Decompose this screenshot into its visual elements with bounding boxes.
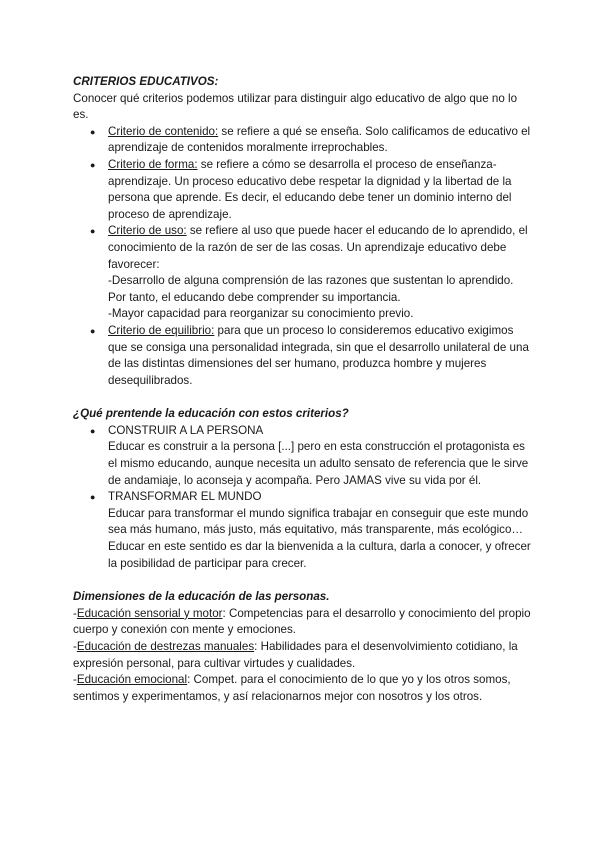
pretende-title: CONSTRUIR A LA PERSONA xyxy=(108,423,264,437)
pretende-list xyxy=(73,423,533,572)
criterio-text: para que un proceso lo consideremos educativo exigimos que se consiga una personalidad integrada, sin que el desarrollo unilateral de una de las distintas dimensiones del ser humano, produzca hombre y mujeres desequilibrados. xyxy=(108,323,529,387)
dimension-text: : Habilidades para el desenvolvimiento cotidiano, la expresión personal, para cultivar virtudes y cualidades. xyxy=(73,640,518,670)
dimension-prefix: - xyxy=(73,606,77,620)
criterio-text: se refiere a qué se enseña. Solo calificamos de educativo el aprendizaje de contenidos moralmente irreprochables. xyxy=(108,124,531,155)
dimension-text: : Competencias para el desarrollo y conocimiento del propio cuerpo y conexión con mente y emociones. xyxy=(73,606,531,637)
dimensiones-heading: Dimensiones de la educación de las personas. xyxy=(73,590,330,604)
dimension-term: Educación sensorial y motor xyxy=(76,606,223,620)
dimension-term: Educación de destrezas manuales xyxy=(76,640,255,653)
pretende-text: Educar para transformar el mundo significa trabajar en conseguir que este mundo sea más humano, más justo, más equitativo, más transparente, más ecológico… xyxy=(108,506,529,537)
dimension-item xyxy=(73,606,533,639)
section-gap xyxy=(73,389,533,406)
criterios-intro: Conocer qué criterios podemos utilizar para distinguir algo educativo de algo que no lo es. xyxy=(73,91,518,122)
criterios-heading: CRITERIOS EDUCATIVOS: xyxy=(73,75,219,88)
dimension-prefix: - xyxy=(73,640,77,653)
document-content xyxy=(73,74,533,705)
bullet-icon: ● xyxy=(90,226,96,237)
pretende-heading: ¿Qué prentende la educación con estos criterios? xyxy=(73,407,349,421)
criterio-term: Criterio de uso: xyxy=(108,224,187,238)
bullet-icon: ● xyxy=(90,492,96,503)
bullet-icon: ● xyxy=(90,425,96,436)
section-gap xyxy=(73,572,533,589)
criterios-list xyxy=(73,124,533,390)
list-item xyxy=(73,223,533,323)
criterio-extra: -Mayor capacidad para reorganizar su conocimiento previo. xyxy=(108,307,414,321)
list-item xyxy=(73,124,533,157)
pretende-text: Educar en este sentido es dar la bienvenida a la cultura, darla a conocer, y ofrecer la posibilidad de participar para crecer. xyxy=(108,540,531,570)
dimension-item xyxy=(73,639,533,672)
criterio-term: Criterio de contenido: xyxy=(108,124,219,138)
criterio-term: Criterio de equilibrio: xyxy=(108,323,215,337)
criterio-extra: -Desarrollo de alguna comprensión de las razones que sustentan lo aprendido. Por tanto, el educando debe comprender su importancia. xyxy=(108,274,514,304)
criterio-text: se refiere al uso que puede hacer el educando de lo aprendido, el conocimiento de la razón de ser de las cosas. Un aprendizaje educativo debe favorecer: xyxy=(108,224,528,271)
pretende-text: Educar es construir a la persona [...] pero en esta construcción el protagonista es el mismo educando, aunque necesita un adulto sensato de referencia que le sirve de andamiaje, lo aconseja y acompaña. Pero JAMAS vive su vida por él. xyxy=(108,440,529,487)
list-item xyxy=(73,423,533,489)
bullet-icon: ● xyxy=(90,325,96,336)
dimension-prefix: - xyxy=(73,673,77,687)
dimension-text: : Compet. para el conocimiento de lo que yo y los otros somos, sentimos y experimentamos, y así relacionarnos mejor con nosotros y los otros. xyxy=(73,673,511,703)
dimension-term: Educación emocional xyxy=(76,673,188,687)
bullet-icon: ● xyxy=(90,159,96,170)
pretende-title: TRANSFORMAR EL MUNDO xyxy=(108,490,262,504)
list-item xyxy=(73,323,533,389)
list-item xyxy=(73,489,533,572)
criterio-term: Criterio de forma: xyxy=(108,157,198,171)
list-item xyxy=(73,157,533,223)
bullet-icon: ● xyxy=(90,126,96,137)
dimension-item xyxy=(73,672,533,705)
criterio-text: se refiere a cómo se desarrolla el proceso de enseñanza-aprendizaje. Un proceso educativo debe respetar la dignidad y la libertad de la persona que aprende. Es decir, el educando debe tener un dominio interno del proceso de aprendizaje. xyxy=(108,157,512,221)
